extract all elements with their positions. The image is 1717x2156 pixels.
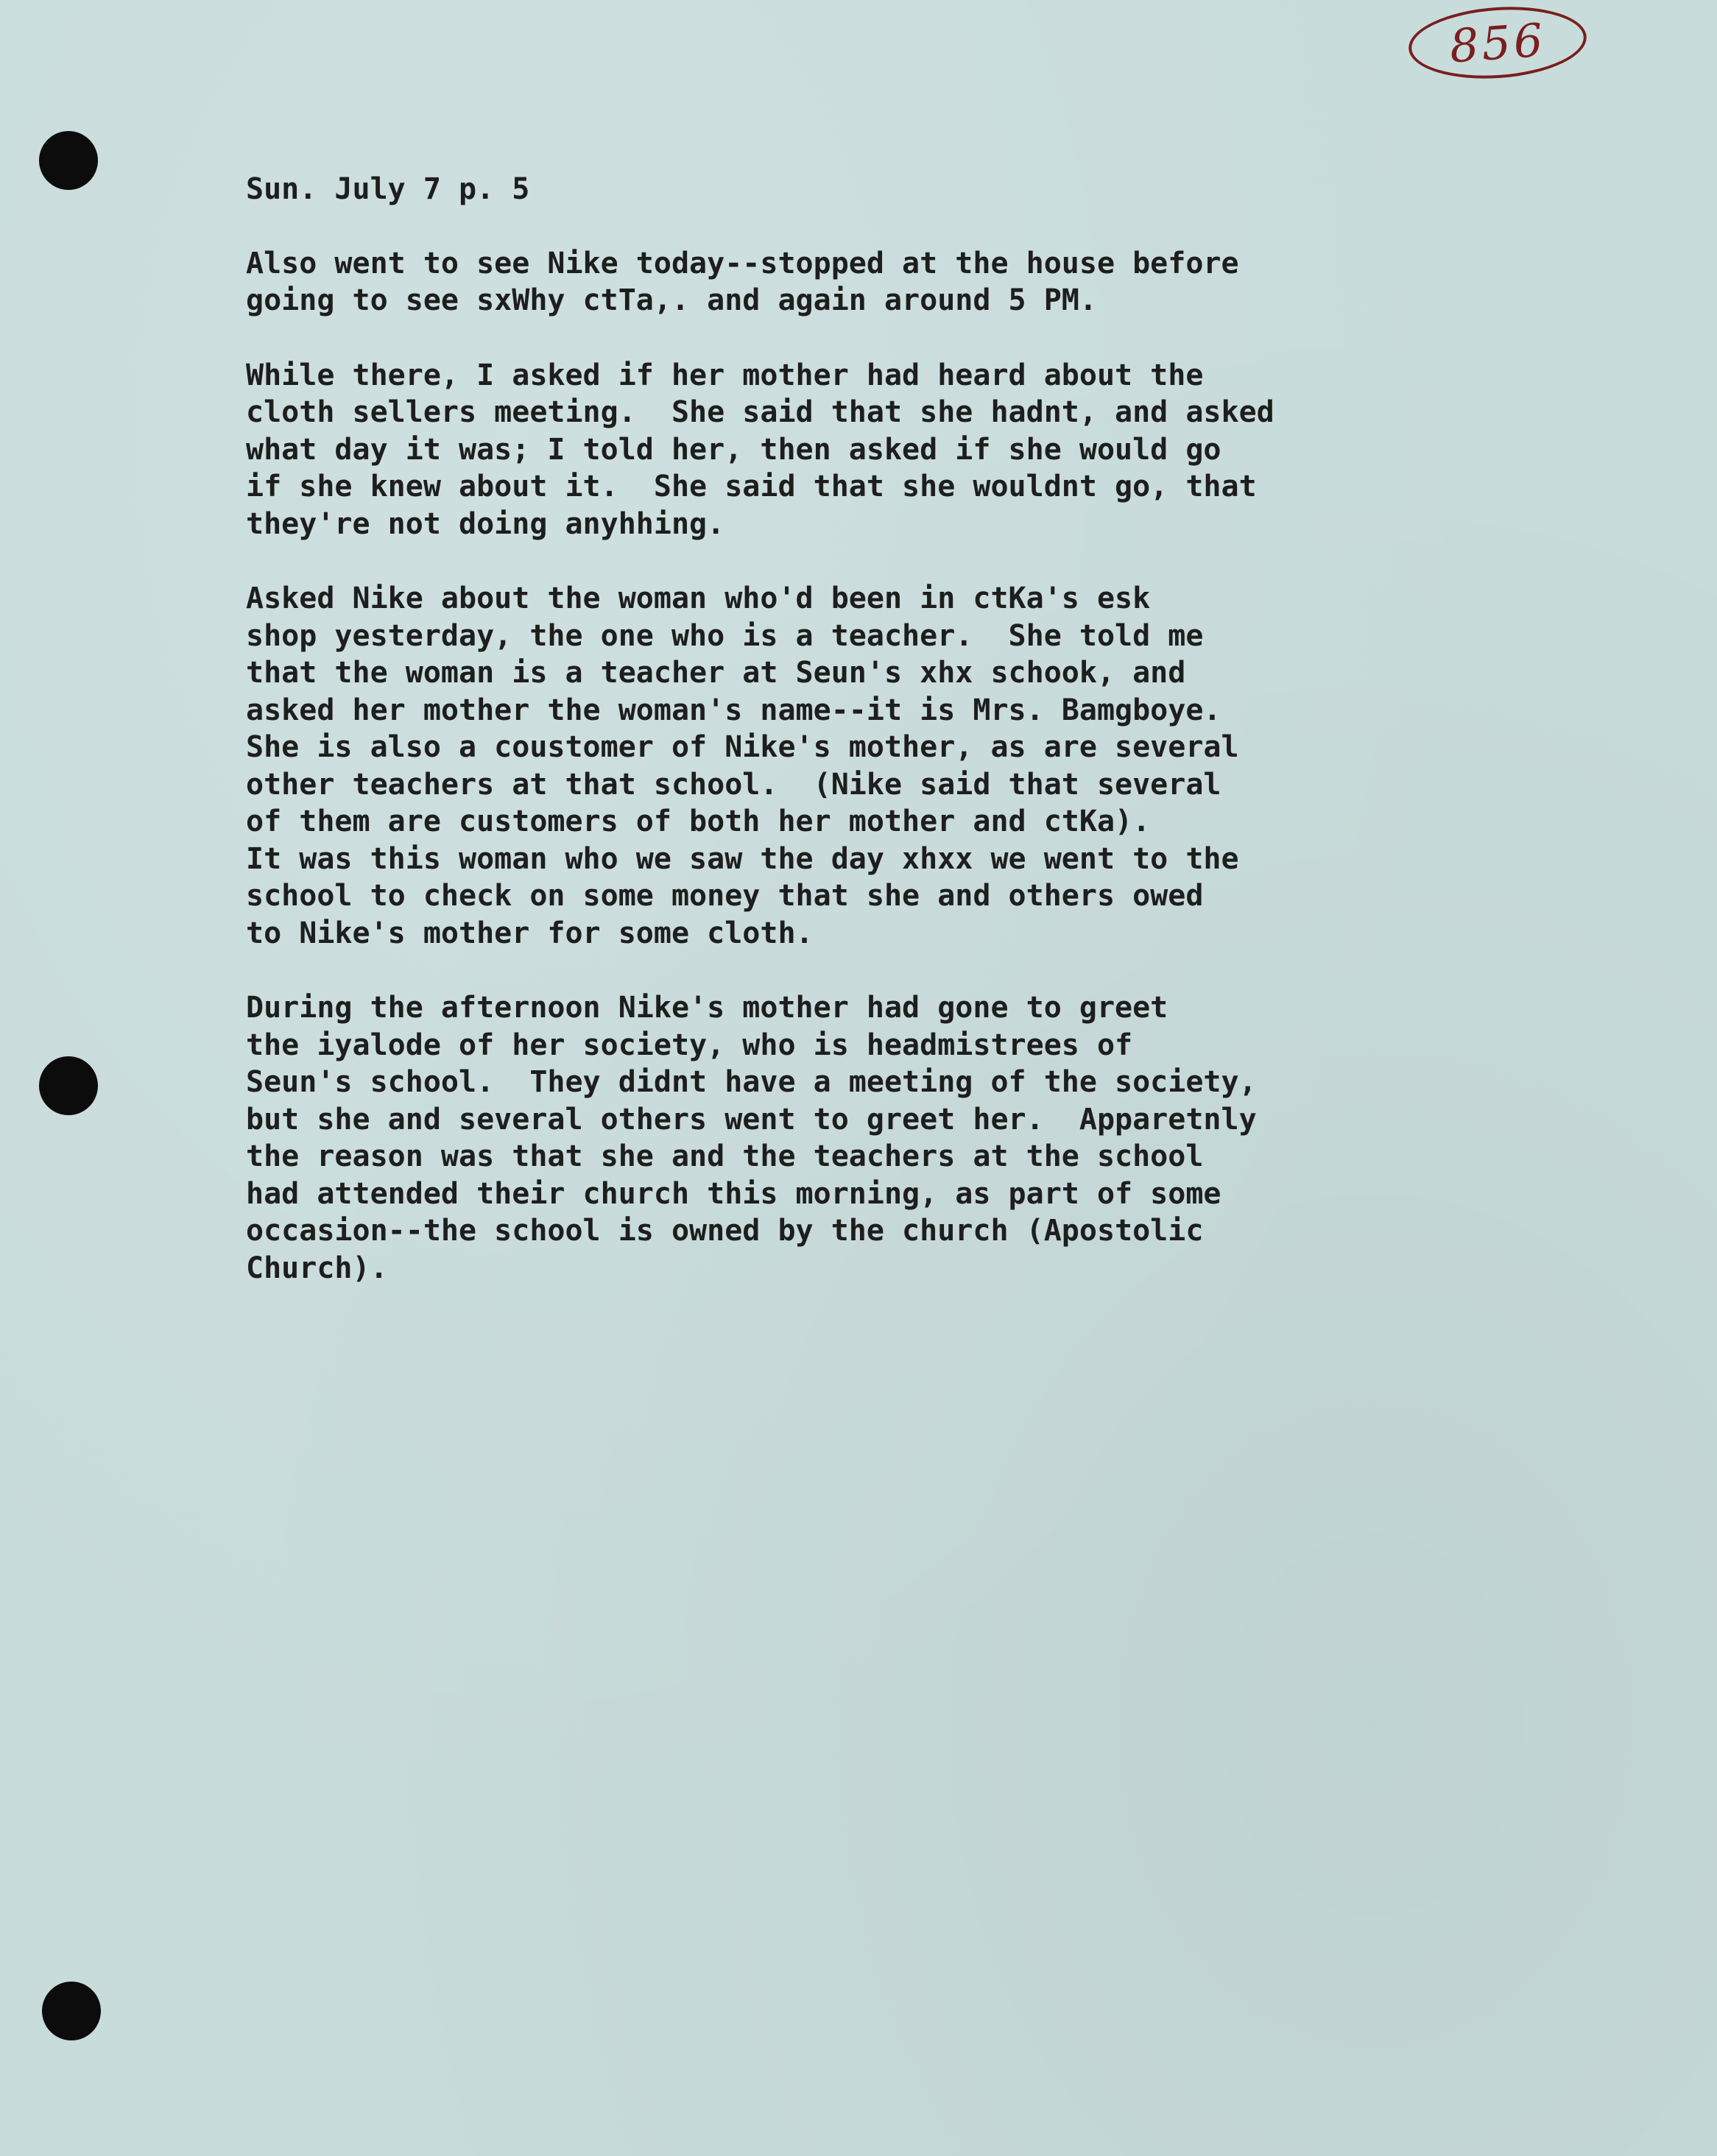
text-line: school to check on some money that she and others owed — [246, 879, 1204, 913]
text-line: if she knew about it. She said that she wouldnt go, that — [246, 470, 1257, 503]
paragraph — [246, 989, 1571, 1287]
page-number-stamp — [1406, 1, 1589, 85]
text-line: what day it was; I told her, then asked if she would go — [246, 432, 1221, 467]
paragraph — [246, 245, 1571, 319]
text-line: Church). — [246, 1251, 388, 1285]
text-line: cloth sellers meeting. She said that she hadnt, and asked — [246, 395, 1274, 429]
text-line: other teachers at that school. (Nike said that several — [246, 767, 1221, 802]
text-line: the iyalode of her society, who is headmistrees of — [246, 1028, 1133, 1062]
text-line: She is also a coustomer of Nike's mother, as are several — [246, 730, 1239, 764]
page-number: 856 — [1448, 13, 1548, 73]
text-line: It was this woman who we saw the day xhxx we went to the — [246, 841, 1239, 876]
text-line: Seun's school. They didnt have a meeting of the society, — [246, 1065, 1257, 1099]
text-line: had attended their church this morning, as part of some — [246, 1176, 1221, 1211]
paragraph — [246, 357, 1571, 543]
text-line: going to see sxWhy ctTa,. and again around 5 PM. — [246, 283, 1097, 317]
text-line: Also went to see Nike today--stopped at the house before — [246, 246, 1239, 280]
paragraph — [246, 580, 1571, 952]
text-line: During the afternoon Nike's mother had gone to greet — [246, 991, 1168, 1025]
punch-hole-bottom — [42, 1982, 101, 2040]
text-line: they're not doing anyhhing. — [246, 506, 725, 541]
typescript-body — [246, 171, 1571, 1324]
text-line: While there, I asked if her mother had heard about the — [246, 358, 1204, 392]
text-line: of them are customers of both her mother and ctKa). — [246, 805, 1151, 838]
text-line: Asked Nike about the woman who'd been in ctKa's esk — [246, 582, 1151, 615]
text-line: that the woman is a teacher at Seun's xhx schook, and — [246, 656, 1186, 690]
text-line: occasion--the school is owned by the church (Apostolic — [246, 1214, 1204, 1248]
punch-hole-middle — [39, 1056, 98, 1115]
text-line: the reason was that she and the teachers at the school — [246, 1139, 1204, 1173]
text-line: to Nike's mother for some cloth. — [246, 916, 814, 950]
text-line: but she and several others went to greet her. Apparetnly — [246, 1102, 1257, 1137]
text-line: shop yesterday, the one who is a teacher. She told me — [246, 618, 1204, 653]
punch-hole-top — [39, 131, 98, 190]
page-heading: Sun. July 7 p. 5 — [246, 172, 530, 206]
text-line: asked her mother the woman's name--it is Mrs. Bamgboye. — [246, 693, 1221, 727]
